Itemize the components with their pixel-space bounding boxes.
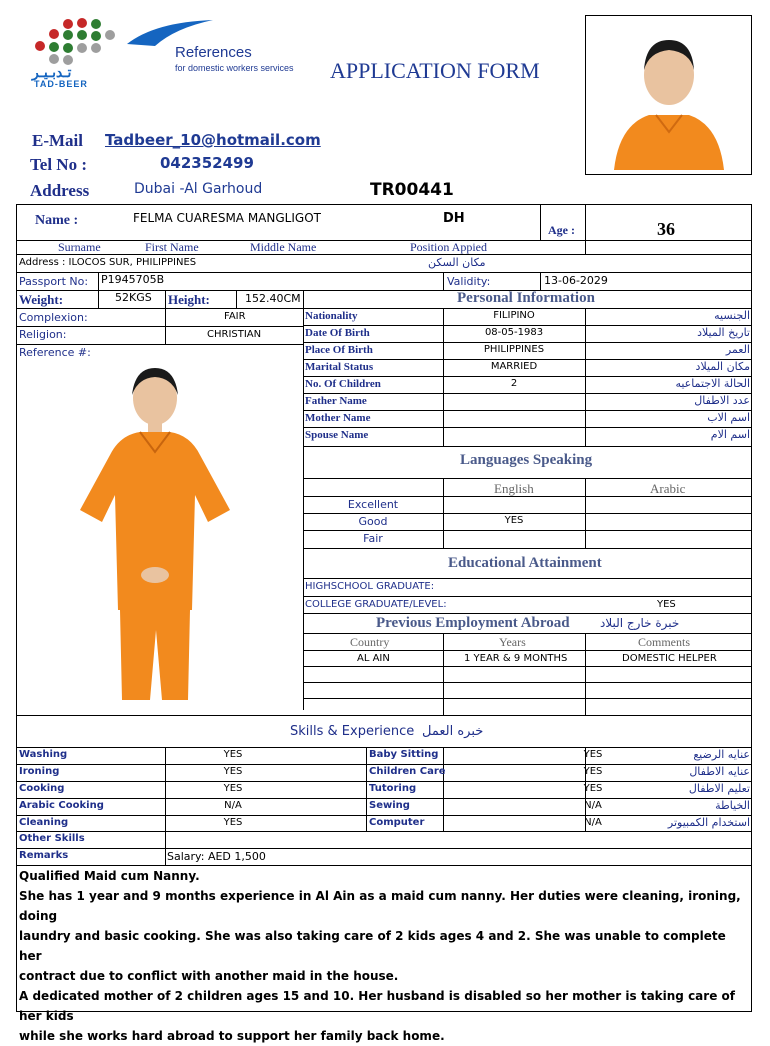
skill-label: Tutoring xyxy=(369,783,417,794)
row-divider xyxy=(303,410,752,411)
summary-line: A dedicated mother of 2 children ages 15 and 10. Her husband is disabled so her mother is taking care of her kids xyxy=(19,989,735,1023)
lang-arabic-header: Arabic xyxy=(650,481,686,496)
reference-label: Reference #: xyxy=(19,346,91,359)
summary-line: Qualified Maid cum Nanny. xyxy=(19,869,200,883)
skill-label: Arabic Cooking xyxy=(19,800,104,811)
skill-value: YES xyxy=(223,766,243,777)
skill-label: Baby Sitting xyxy=(369,749,439,760)
languages-heading: Languages Speaking xyxy=(460,452,593,468)
personal-label: Nationality xyxy=(305,310,358,322)
row-divider xyxy=(303,359,752,360)
personal-label-ar: الحالة الاجتماعيه xyxy=(675,377,750,390)
personal-label-ar: تاريخ الميلاد xyxy=(697,326,750,339)
complexion-label: Complexion: xyxy=(19,311,88,324)
email-value[interactable]: Tadbeer_10@hotmail.com xyxy=(105,131,321,149)
personal-value: 2 xyxy=(510,378,518,389)
row-divider xyxy=(16,798,752,799)
name-label: Name : xyxy=(35,213,79,228)
personal-label: Mother Name xyxy=(305,412,371,424)
skill-value: YES xyxy=(223,783,243,794)
references-title: References xyxy=(175,44,252,61)
skill-label-ar: استخدام الكمبيوتر xyxy=(667,816,750,829)
employment-heading: Previous Employment Abroad xyxy=(376,615,570,631)
address-value: Dubai -Al Garhoud xyxy=(134,181,263,197)
remarks-label: Remarks xyxy=(19,850,69,861)
skill-label-ar: الخياطة xyxy=(715,799,750,812)
skills-heading: Skills & Experience xyxy=(290,724,415,739)
personal-label-ar: اسم الام xyxy=(710,428,750,441)
emp-row-comments: DOMESTIC HELPER xyxy=(622,653,717,664)
emp-years-header: Years xyxy=(499,635,526,649)
row-divider xyxy=(16,815,752,816)
personal-label: Date Of Birth xyxy=(305,327,370,339)
edu-college-label: COLLEGE GRADUATE/LEVEL: xyxy=(305,599,447,610)
weight-label: Weight: xyxy=(19,292,64,307)
portrait-photo xyxy=(594,20,744,170)
row-divider xyxy=(16,764,752,765)
row-divider xyxy=(303,427,752,428)
skill-label: Cleaning xyxy=(19,817,69,828)
tel-value: 042352499 xyxy=(160,154,254,172)
other-skills-label: Other Skills xyxy=(19,833,85,844)
skill-value: YES xyxy=(223,749,243,760)
email-label: E-Mail xyxy=(32,131,83,150)
weight-value: 52KGS xyxy=(115,291,152,304)
age-label: Age : xyxy=(548,223,575,237)
personal-label: Father Name xyxy=(305,395,367,407)
height-value: 152.40CM xyxy=(245,292,301,305)
personal-label-ar: العمر xyxy=(725,343,750,356)
complexion-value: FAIR xyxy=(224,311,246,322)
skill-value: N/A xyxy=(584,817,602,828)
home-address-ar: مكان السكن xyxy=(428,256,486,269)
personal-label: No. Of Children xyxy=(305,378,381,390)
position-caption: Position Appied xyxy=(410,240,488,254)
full-body-photo xyxy=(80,360,230,710)
row-divider xyxy=(303,325,752,326)
edu-highschool-label: HIGHSCHOOL GRADUATE: xyxy=(305,581,435,592)
skill-label: Children Care xyxy=(369,766,446,777)
skill-label: Sewing xyxy=(369,800,410,811)
personal-value: PHILIPPINES xyxy=(483,344,545,355)
summary-line: while she works hard abroad to support her family back home. xyxy=(19,1029,445,1043)
personal-label-ar: مكان الميلاد xyxy=(695,360,750,373)
skills-heading-ar: خبره العمل xyxy=(422,724,484,739)
form-title: APPLICATION FORM xyxy=(330,58,540,83)
personal-value: 08-05-1983 xyxy=(484,327,544,338)
lang-level: Fair xyxy=(363,532,383,545)
salary-value: Salary: AED 1,500 xyxy=(167,850,266,863)
skill-label-ar: تعليم الاطفال xyxy=(688,782,750,795)
summary-line: contract due to conflict with another maid in the house. xyxy=(19,969,399,983)
emp-comments-header: Comments xyxy=(638,635,691,649)
emp-country-header: Country xyxy=(350,635,390,649)
references-subtitle: for domestic workers services xyxy=(175,63,294,73)
validity-value: 13-06-2029 xyxy=(544,274,608,287)
lang-level: Good xyxy=(358,515,388,528)
skill-value: YES xyxy=(223,817,243,828)
lang-english-value: YES xyxy=(504,515,524,526)
position-value: DH xyxy=(443,211,465,226)
skill-label-ar: عنايه الرضيع xyxy=(693,748,750,761)
passport-label: Passport No: xyxy=(19,275,89,288)
lang-level: Excellent xyxy=(347,498,399,511)
religion-label: Religion: xyxy=(19,328,67,341)
education-heading: Educational Attainment xyxy=(448,555,602,571)
address-label: Address xyxy=(30,181,90,200)
employment-heading-ar: خبرة خارج البلاد xyxy=(600,616,680,630)
row-divider xyxy=(303,513,752,514)
skill-label: Computer xyxy=(369,817,425,828)
row-divider xyxy=(16,781,752,782)
height-label: Height: xyxy=(168,292,210,307)
firstname-caption: First Name xyxy=(145,240,199,254)
skill-value: YES xyxy=(583,749,603,760)
personal-label-ar: عدد الاطفال xyxy=(694,394,750,407)
reference-number: TR00441 xyxy=(370,180,454,200)
skill-label: Cooking xyxy=(19,783,65,794)
skill-label: Washing xyxy=(19,749,68,760)
summary-line: She has 1 year and 9 months experience in Al Ain as a maid cum nanny. Her duties were cleaning, ironing, doing xyxy=(19,889,741,923)
tel-label: Tel No : xyxy=(30,155,87,174)
skill-value: YES xyxy=(583,783,603,794)
tadbeer-logo xyxy=(30,18,130,88)
emp-row-country: AL AIN xyxy=(357,653,390,664)
row-divider xyxy=(303,376,752,377)
logo-latin: TAD-BEER xyxy=(34,79,88,89)
personal-label: Marital Status xyxy=(305,361,374,373)
row-divider xyxy=(303,342,752,343)
references-logo xyxy=(125,18,305,78)
age-value: 36 xyxy=(657,219,675,239)
edu-college-value: YES xyxy=(657,599,676,610)
row-divider xyxy=(303,393,752,394)
personal-label-ar: الجنسيه xyxy=(714,309,750,322)
surname-caption: Surname xyxy=(58,240,101,254)
name-value: FELMA CUARESMA MANGLIGOT xyxy=(133,211,321,225)
personal-label: Spouse Name xyxy=(305,429,369,441)
portrait-frame xyxy=(585,15,752,175)
personal-label: Place Of Birth xyxy=(305,344,373,356)
personal-heading: Personal Information xyxy=(457,290,595,306)
religion-value: CHRISTIAN xyxy=(207,329,262,340)
lang-english-header: English xyxy=(494,481,534,496)
validity-label: Validity: xyxy=(447,275,491,288)
emp-row-years: 1 YEAR & 9 MONTHS xyxy=(464,653,568,664)
summary-line: laundry and basic cooking. She was also taking care of 2 kids ages 4 and 2. She was unable to complete her xyxy=(19,929,726,963)
skill-value: YES xyxy=(583,766,603,777)
skill-value: N/A xyxy=(584,800,602,811)
skill-value: N/A xyxy=(224,800,242,811)
middlename-caption: Middle Name xyxy=(250,240,317,254)
passport-value: P1945705B xyxy=(101,273,165,286)
home-address: Address : ILOCOS SUR, PHILIPPINES xyxy=(19,257,197,268)
row-divider xyxy=(303,530,752,531)
skill-label-ar: عنايه الاطفال xyxy=(689,765,750,778)
personal-value: MARRIED xyxy=(490,361,538,372)
skill-label: Ironing xyxy=(19,766,60,777)
personal-label-ar: اسم الاب xyxy=(707,411,750,424)
summary-paragraph xyxy=(19,866,749,1046)
personal-value: FILIPINO xyxy=(493,310,535,321)
logo-arabic: تـدبـيـر xyxy=(32,64,72,80)
